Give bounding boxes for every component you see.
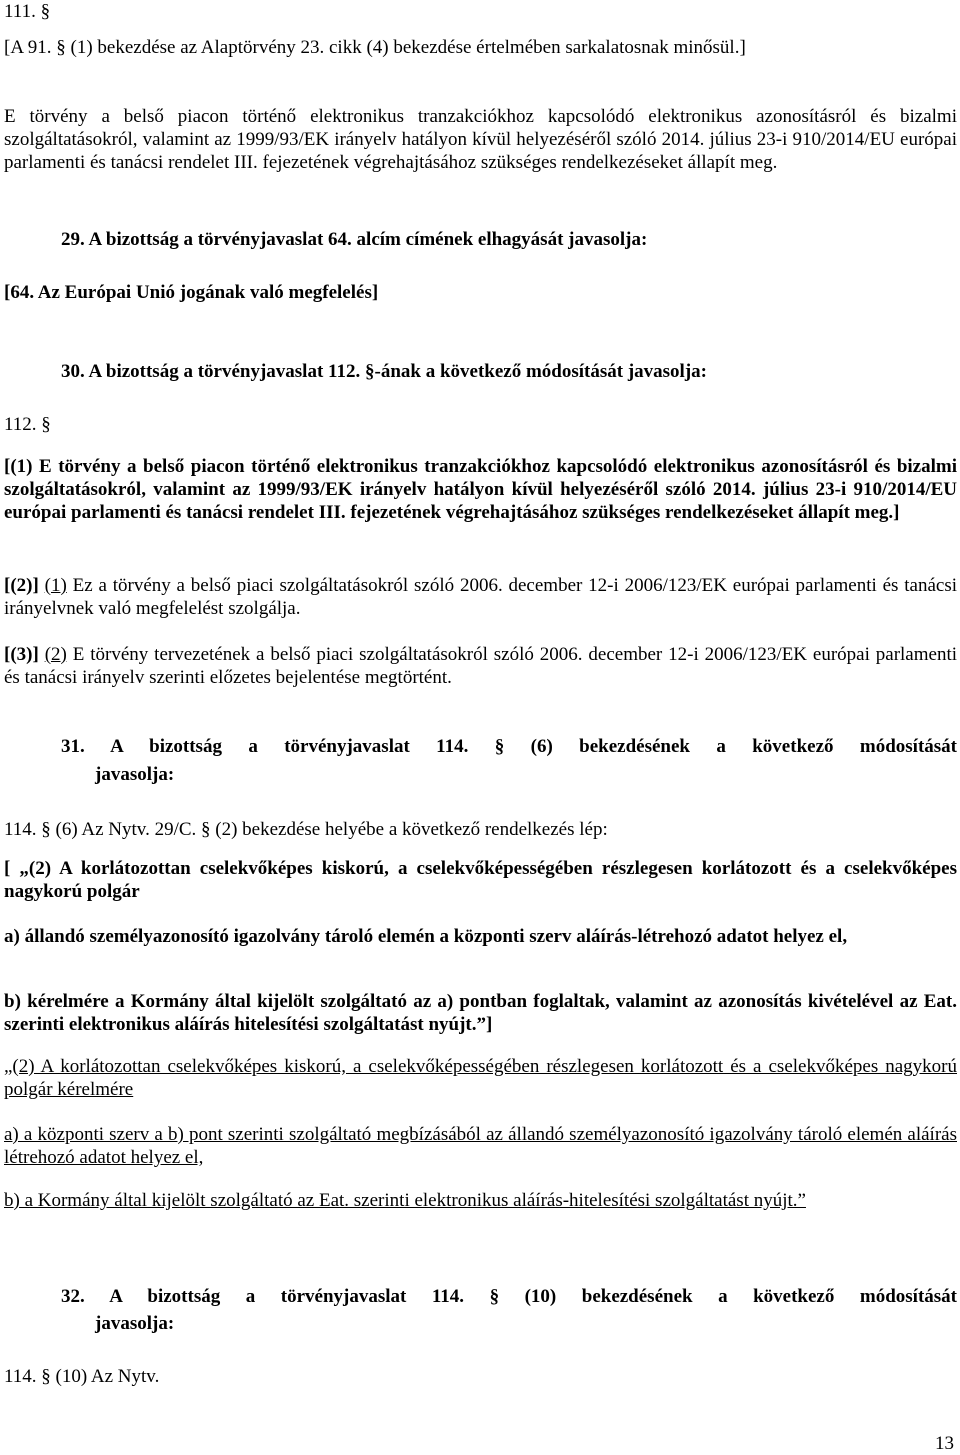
new-text-main-inserted: „(2) A korlátozottan cselekvőképes kiskorú, a cselekvőképességében részlegesen korlátozott és a cselekvőképes nagykorú polgár kérelmére [4, 1056, 957, 1100]
amendment-29-heading: 29. A bizottság a törvényjavaslat 64. alcím címének elhagyását javasolja: [61, 229, 648, 250]
amendment-30-heading: 30. A bizottság a törvényjavaslat 112. §-ának a következő módosítását javasolja: [61, 361, 707, 382]
section-number-112: 112. § [4, 414, 51, 435]
old-text-point-a-deleted: a) állandó személyazonosító igazolvány tároló elemén a központi szerv aláírás-létrehozó adatot helyez el, [4, 926, 848, 947]
cardinal-note-paragraph: [A 91. § (1) bekezdése az Alaptörvény 23. cikk (4) bekezdése értelmében sarkalatosnak minősül.] [4, 37, 746, 58]
deleted-paragraph-number: [(3)] [4, 644, 39, 665]
amendment-32-heading-line1: 32. A bizottság a törvényjavaslat 114. § (10) bekezdésének a következő módosítását [61, 1286, 957, 1307]
page-number: 13 [935, 1433, 954, 1454]
inserted-paragraph-number: (1) [44, 575, 67, 596]
old-text-main-deleted: [ „(2) A korlátozottan cselekvőképes kiskorú, a cselekvőképességében részlegesen korlátozott és a cselekvőképes nagykorú polgár [4, 858, 957, 902]
new-text-point-b-inserted: b) a Kormány által kijelölt szolgáltató az Eat. szerinti elektronikus aláírás-hitelesítési szolgáltatást nyújt.” [4, 1190, 806, 1211]
section-114-6-intro: 114. § (6) Az Nytv. 29/C. § (2) bekezdése helyébe a következő rendelkezés lép: [4, 819, 608, 840]
amendment-31-heading-line2: javasolja: [95, 764, 175, 785]
section-112-paragraph-2 [4, 574, 957, 620]
paragraph-text: Ez a törvény a belső piaci szolgáltatásokról szóló 2006. december 12-i 2006/123/EK európai parlamenti és tanácsi irányelvnek való megfelelést szolgálja. [4, 575, 958, 619]
old-text-point-b-deleted: b) kérelmére a Kormány által kijelölt szolgáltató az a) pontban foglaltak, valamint az azonosítás kivételével az Eat. szerinti elektronikus aláírás hitelesítési szolgáltatást nyújt.”] [4, 991, 957, 1035]
section-112-paragraph-1-deleted: [(1) E törvény a belső piacon történő elektronikus tranzakciókhoz kapcsolódó elektronikus azonosításról és bizalmi szolgáltatásokról, valamint az 1999/93/EK irányelv hatályon kívül helyezéséről szóló 2014. július 23-i 910/2014/EU európai parlamenti és tanácsi rendelet III. fejezetének végrehajtásához szükséges rendelkezéseket állapít meg.] [4, 456, 957, 523]
inserted-paragraph-number: (2) [44, 644, 67, 665]
paragraph-text: E törvény tervezetének a belső piaci szolgáltatásokról szóló 2006. december 12-i 2006/123/EK európai parlamenti és tanácsi irányelv szerinti előzetes bejelentése megtörtént. [4, 644, 958, 688]
section-111-body-paragraph: E törvény a belső piacon történő elektronikus tranzakciókhoz kapcsolódó elektronikus azonosításról és bizalmi szolgáltatásokról, valamint az 1999/93/EK irányelv hatályon kívül helyezéséről szóló 2014. július 23-i 910/2014/EU európai parlamenti és tanácsi rendelet III. fejezetének végrehajtásához szükséges rendelkezéseket állapít meg. [4, 106, 957, 173]
section-number-111: 111. § [4, 1, 51, 22]
deleted-paragraph-number: [(2)] [4, 575, 39, 596]
amendment-31-heading-line1: 31. A bizottság a törvényjavaslat 114. § (6) bekezdésének a következő módosítását [61, 736, 957, 757]
amendment-32-heading-line2: javasolja: [95, 1313, 175, 1334]
new-text-point-a-inserted: a) a központi szerv a b) pont szerinti szolgáltató megbízásából az állandó személyazonosító igazolvány tároló elemén aláírás létrehozó adatot helyez el, [4, 1124, 957, 1168]
subtitle-64-struck-title: [64. Az Európai Unió jogának való megfelelés] [4, 282, 379, 303]
section-114-10-intro: 114. § (10) Az Nytv. [4, 1366, 160, 1387]
section-112-paragraph-3 [4, 643, 957, 689]
